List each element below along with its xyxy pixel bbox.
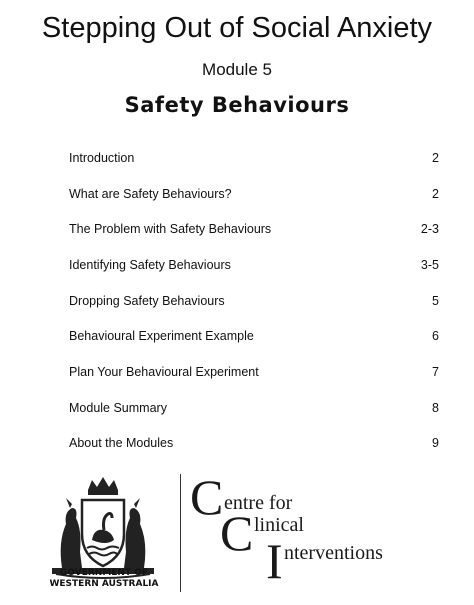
toc-label: Dropping Safety Behaviours bbox=[69, 293, 225, 308]
toc-row[interactable] bbox=[69, 283, 439, 319]
toc-page: 8 bbox=[432, 400, 439, 415]
cci-letter: C bbox=[220, 505, 254, 561]
toc-row[interactable] bbox=[69, 426, 439, 462]
toc-row[interactable] bbox=[69, 318, 439, 354]
toc-label: The Problem with Safety Behaviours bbox=[69, 222, 272, 237]
toc-row[interactable] bbox=[69, 247, 439, 283]
government-label: GOVERNMENT OF bbox=[59, 568, 149, 578]
cci-letter: I bbox=[266, 533, 283, 589]
toc-label: Behavioural Experiment Example bbox=[69, 329, 254, 344]
cci-word: nterventions bbox=[284, 542, 383, 564]
toc-page: 2-3 bbox=[420, 222, 439, 237]
cci-word: entre for bbox=[224, 492, 293, 514]
toc-label: What are Safety Behaviours? bbox=[69, 186, 232, 201]
cci-logo bbox=[190, 470, 450, 590]
toc-page: 3-5 bbox=[420, 257, 439, 272]
module-label: Module 5 bbox=[202, 60, 272, 79]
table-of-contents bbox=[69, 140, 439, 461]
toc-row[interactable] bbox=[69, 140, 439, 176]
toc-row[interactable] bbox=[69, 390, 439, 426]
cci-word: linical bbox=[254, 514, 304, 536]
toc-page: 7 bbox=[432, 364, 439, 379]
toc-label: Identifying Safety Behaviours bbox=[69, 257, 231, 272]
toc-label: About the Modules bbox=[69, 436, 174, 451]
toc-label: Introduction bbox=[69, 150, 135, 165]
toc-page: 2 bbox=[432, 150, 439, 165]
toc-row[interactable] bbox=[69, 211, 439, 247]
document-title: Stepping Out of Social Anxiety bbox=[41, 12, 433, 44]
toc-label: Module Summary bbox=[69, 400, 167, 415]
section-heading: Safety Behaviours bbox=[124, 93, 350, 117]
toc-page: 5 bbox=[432, 293, 439, 308]
toc-label: Plan Your Behavioural Experiment bbox=[69, 364, 259, 379]
toc-page: 9 bbox=[432, 436, 439, 451]
toc-row[interactable] bbox=[69, 354, 439, 390]
cci-letter: C bbox=[190, 469, 224, 525]
footer-divider bbox=[180, 474, 181, 592]
toc-row[interactable] bbox=[69, 176, 439, 212]
government-label: WESTERN AUSTRALIA bbox=[49, 579, 159, 589]
toc-page: 2 bbox=[432, 186, 439, 201]
toc-page: 6 bbox=[432, 329, 439, 344]
